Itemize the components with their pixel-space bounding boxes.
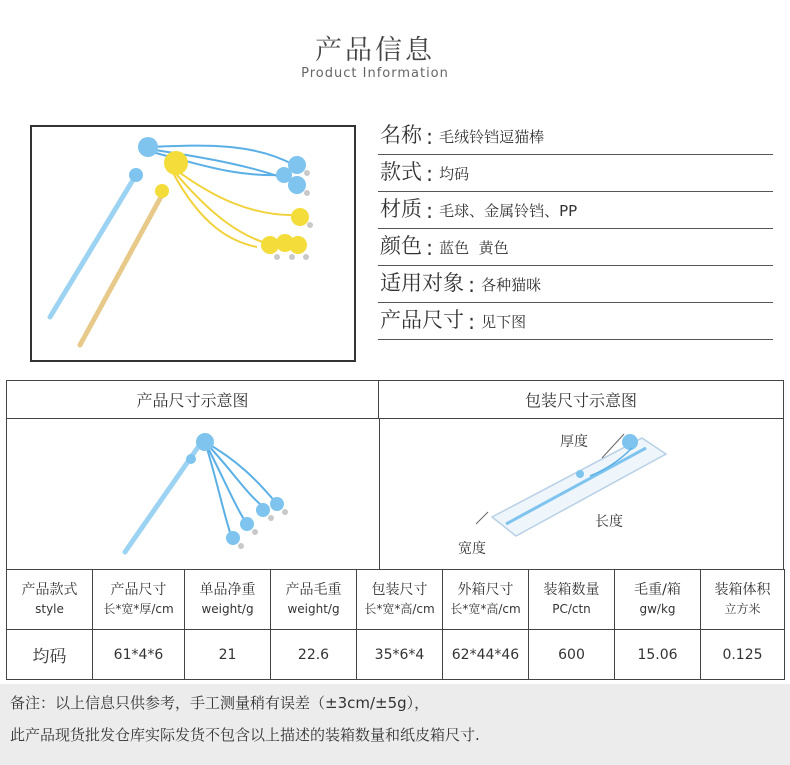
- spec-list: [378, 118, 773, 340]
- table-cell: 均码: [7, 630, 93, 680]
- dimension-label-width: 宽度: [458, 541, 486, 557]
- spec-row-material: [378, 192, 773, 229]
- notes-panel: [0, 684, 790, 765]
- table-cell: 15.06: [615, 630, 701, 680]
- table-header-cell: 单品净重 weight/g: [185, 570, 271, 630]
- spec-colon: :: [426, 236, 434, 260]
- table-header-cell: 产品尺寸 长*宽*厚/cm: [93, 570, 185, 630]
- dimension-label-thickness: 厚度: [560, 434, 588, 450]
- packing-spec-table: [6, 569, 785, 680]
- table-header-cell: 包装尺寸 长*宽*高/cm: [357, 570, 443, 630]
- table-cell: 22.6: [271, 630, 357, 680]
- spec-row-target: [378, 266, 773, 303]
- size-diagram-panel: [6, 380, 784, 570]
- spec-row-color: [378, 229, 773, 266]
- spec-value: 毛球、金属铃铛、PP: [439, 202, 578, 220]
- spec-label: 款式: [380, 160, 422, 184]
- spec-label: 颜色: [380, 234, 422, 258]
- spec-colon: :: [468, 273, 476, 297]
- table-cell: 21: [185, 630, 271, 680]
- spec-label: 材质: [380, 197, 422, 221]
- spec-colon: :: [426, 162, 434, 186]
- spec-colon: :: [426, 125, 434, 149]
- spec-colon: :: [468, 310, 476, 334]
- spec-value: 蓝色 黄色: [439, 239, 509, 257]
- table-header-row: [7, 570, 785, 630]
- page-subtitle: Product Information: [301, 66, 449, 81]
- spec-value: 见下图: [481, 313, 527, 331]
- spec-value: 均码: [439, 165, 470, 183]
- note-line-1: 备注：以上信息只供参考，手工测量稍有误差（±3cm/±5g），: [10, 694, 430, 712]
- table-cell: 61*4*6: [93, 630, 185, 680]
- table-cell: 62*44*46: [443, 630, 529, 680]
- note-line-2: 此产品现货批发仓库实际发货不包含以上描述的装箱数量和纸皮箱尺寸.: [10, 726, 480, 744]
- spec-value: 各种猫咪: [481, 276, 542, 294]
- table-row: [7, 630, 785, 680]
- table-header-cell: 产品款式 style: [7, 570, 93, 630]
- product-photo: [30, 125, 356, 362]
- spec-row-style: [378, 155, 773, 192]
- page-title: 产品信息: [315, 35, 435, 66]
- product-size-diagram-header: 产品尺寸示意图: [7, 381, 379, 419]
- table-header-cell: 外箱尺寸 长*宽*高/cm: [443, 570, 529, 630]
- spec-row-name: [378, 118, 773, 155]
- spec-label: 名称: [380, 123, 422, 147]
- package-size-diagram-header: 包装尺寸示意图: [379, 381, 783, 419]
- table-header-cell: 装箱体积 立方米: [701, 570, 785, 630]
- spec-row-size: [378, 303, 773, 340]
- spec-value: 毛绒铃铛逗猫棒: [439, 128, 545, 146]
- spec-label: 产品尺寸: [380, 308, 464, 332]
- table-header-cell: 产品毛重 weight/g: [271, 570, 357, 630]
- table-header-cell: 装箱数量 PC/ctn: [529, 570, 615, 630]
- table-header-cell: 毛重/箱 gw/kg: [615, 570, 701, 630]
- table-cell: 0.125: [701, 630, 785, 680]
- spec-colon: :: [426, 199, 434, 223]
- table-cell: 35*6*4: [357, 630, 443, 680]
- product-size-illustration: [7, 420, 377, 570]
- table-cell: 600: [529, 630, 615, 680]
- dimension-label-length: 长度: [595, 514, 623, 530]
- spec-label: 适用对象: [380, 271, 464, 295]
- cat-teaser-illustration: [32, 127, 354, 360]
